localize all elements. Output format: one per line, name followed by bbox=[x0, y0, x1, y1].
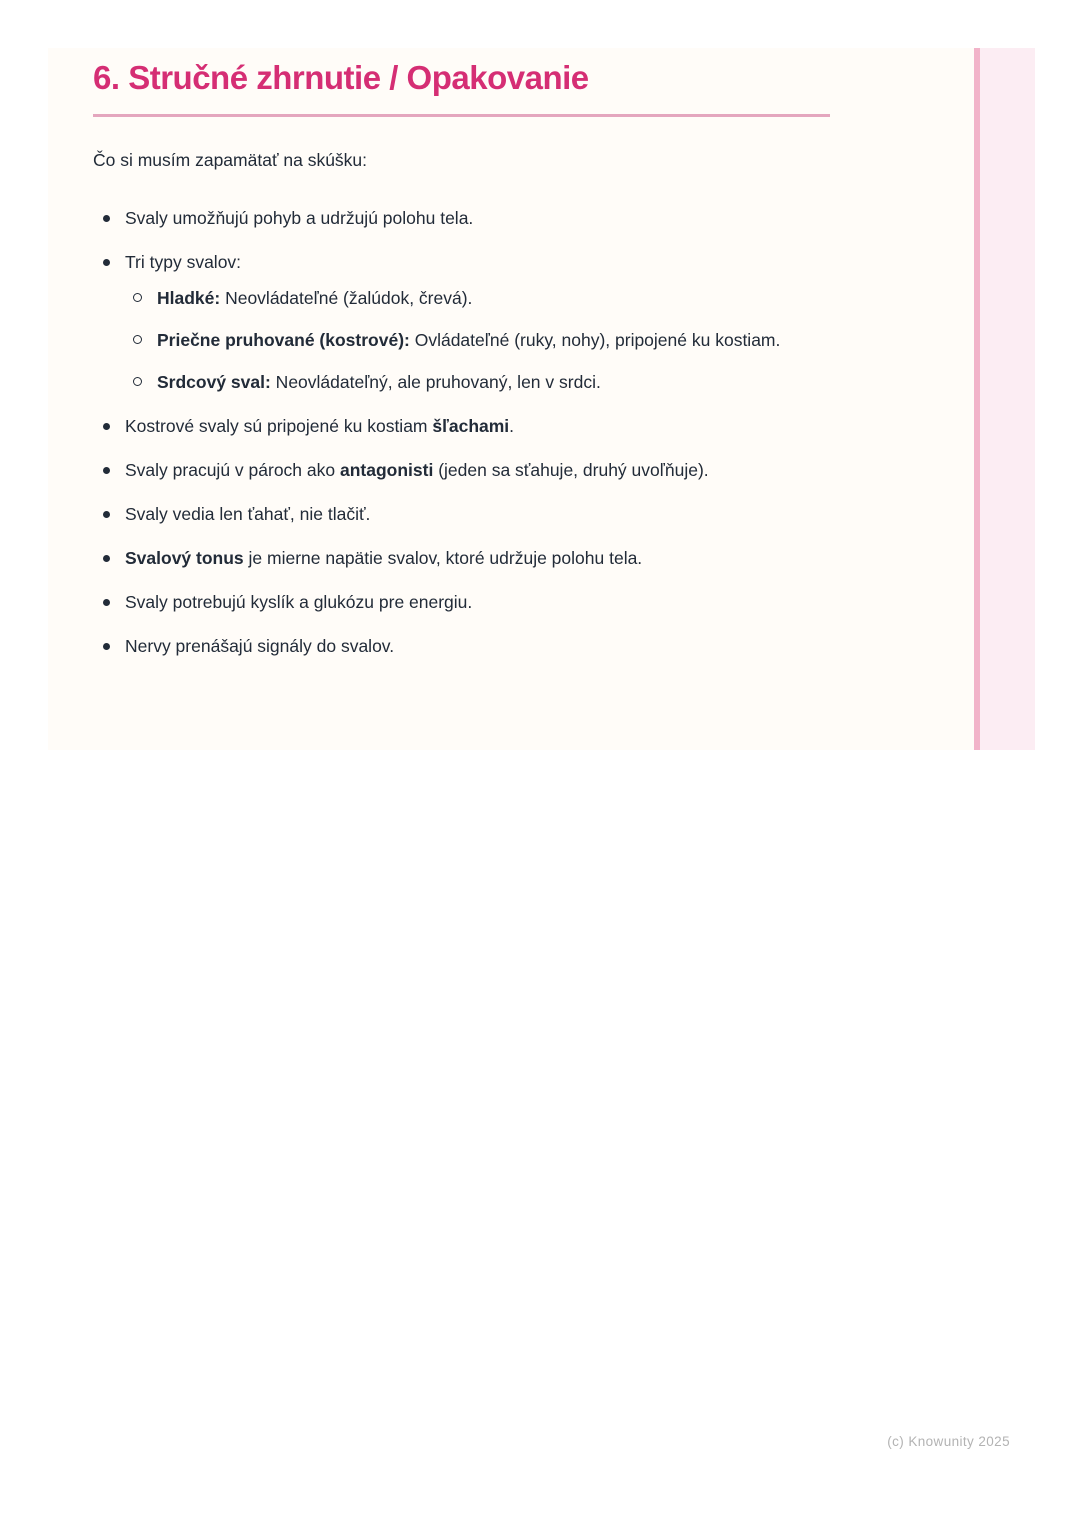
text: Svaly vedia len ťahať, nie tlačiť. bbox=[125, 504, 371, 524]
document-content bbox=[93, 58, 830, 677]
sub-list-item-text bbox=[157, 288, 472, 308]
list-item-text bbox=[125, 460, 709, 480]
text: Svaly potrebujú kyslík a glukózu pre energiu. bbox=[125, 592, 473, 612]
list-item bbox=[93, 633, 830, 659]
summary-sublist bbox=[125, 285, 830, 395]
text: Neovládateľný, ale pruhovaný, len v srdci. bbox=[270, 372, 601, 392]
sub-list-item-text bbox=[157, 330, 780, 350]
bullet-circle-icon bbox=[133, 335, 142, 344]
list-item bbox=[93, 413, 830, 439]
text: Kostrové svaly sú pripojené ku kostiam bbox=[125, 416, 433, 436]
list-item bbox=[93, 205, 830, 231]
sub-list-item-text bbox=[157, 372, 601, 392]
text: Ovládateľné (ruky, nohy), pripojené ku kostiam. bbox=[409, 330, 781, 350]
bullet-dot-icon bbox=[103, 599, 110, 606]
text: Svaly umožňujú pohyb a udržujú polohu tela. bbox=[125, 208, 474, 228]
bold-text: Srdcový sval: bbox=[157, 372, 271, 392]
bullet-dot-icon bbox=[103, 215, 110, 222]
list-item-text bbox=[125, 636, 394, 656]
sub-list-item bbox=[125, 285, 830, 311]
bold-text: šľachami bbox=[432, 416, 510, 436]
document-card bbox=[48, 48, 1035, 750]
section-heading: 6. Stručné zhrnutie / Opakovanie bbox=[93, 58, 830, 117]
list-item bbox=[93, 545, 830, 571]
sub-list-item bbox=[125, 369, 830, 395]
text: . bbox=[509, 416, 515, 436]
side-accent-panel bbox=[980, 48, 1035, 750]
bullet-circle-icon bbox=[133, 377, 142, 386]
bullet-dot-icon bbox=[103, 643, 110, 650]
bullet-dot-icon bbox=[103, 423, 110, 430]
bullet-dot-icon bbox=[103, 555, 110, 562]
list-item-text bbox=[125, 416, 514, 436]
intro-line: Čo si musím zapamätať na skúšku: bbox=[93, 150, 368, 170]
text: Svaly pracujú v pároch ako bbox=[125, 460, 340, 480]
summary-list bbox=[93, 205, 830, 659]
bold-text: Svalový tonus bbox=[125, 548, 244, 568]
list-item bbox=[93, 589, 830, 615]
text: (jeden sa sťahuje, druhý uvoľňuje). bbox=[433, 460, 709, 480]
bullet-circle-icon bbox=[133, 293, 142, 302]
list-item bbox=[93, 249, 830, 395]
bold-text: antagonisti bbox=[339, 460, 434, 480]
list-item-text bbox=[125, 208, 473, 228]
text: je mierne napätie svalov, ktoré udržuje polohu tela. bbox=[243, 548, 643, 568]
sub-list-item bbox=[125, 327, 830, 353]
bold-text: Hladké: bbox=[157, 288, 221, 308]
bold-text: Priečne pruhované (kostrové): bbox=[157, 330, 410, 350]
bullet-dot-icon bbox=[103, 467, 110, 474]
copyright-footer: (c) Knowunity 2025 bbox=[887, 1434, 1010, 1449]
text: Neovládateľné (žalúdok, črevá). bbox=[220, 288, 473, 308]
bullet-dot-icon bbox=[103, 259, 110, 266]
list-item-text bbox=[125, 252, 241, 272]
list-item-text bbox=[125, 548, 642, 568]
list-item bbox=[93, 501, 830, 527]
text: Tri typy svalov: bbox=[125, 252, 242, 272]
list-item bbox=[93, 457, 830, 483]
bullet-dot-icon bbox=[103, 511, 110, 518]
text: Nervy prenášajú signály do svalov. bbox=[125, 636, 395, 656]
list-item-text bbox=[125, 592, 472, 612]
list-item-text bbox=[125, 504, 370, 524]
